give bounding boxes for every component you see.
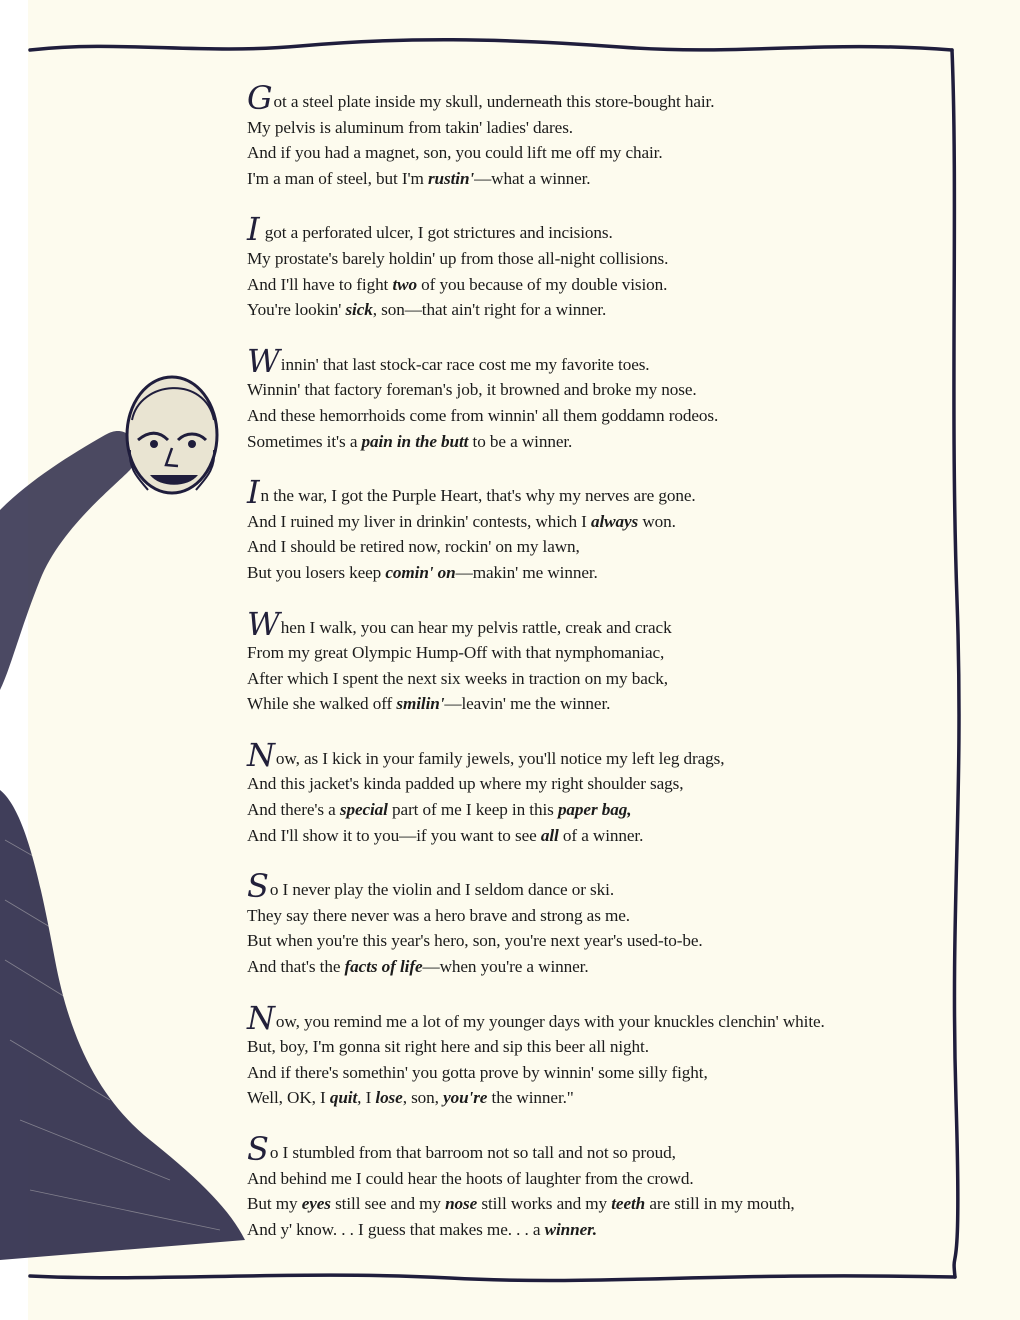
line-text: And I should be retired now, rockin' on my lawn,: [247, 537, 580, 557]
emphasized-text: paper bag,: [557, 800, 632, 820]
line-text: o I never play the violin and I seldom dance or ski.: [269, 880, 615, 900]
line-text: hen I walk, you can hear my pelvis rattle, creak and crack: [280, 617, 672, 637]
poem-line: [247, 691, 987, 717]
line-text: Sometimes it's a: [247, 431, 362, 451]
line-text: And these hemorrhoids come from winnin' all them goddamn rodeos.: [247, 405, 719, 425]
line-text: And there's a: [247, 800, 340, 820]
poem-line: [247, 928, 987, 954]
poem-line: [247, 1130, 987, 1168]
line-text: of you because of my double vision.: [416, 274, 668, 294]
poem-line: [247, 509, 987, 535]
line-text: And behind me I could hear the hoots of laughter from the crowd.: [247, 1168, 694, 1188]
line-text: ow, as I kick in your family jewels, you'll notice my left leg drags,: [275, 748, 725, 768]
poem-line: [247, 403, 987, 429]
line-text: —makin' me winner.: [455, 562, 598, 582]
emphasized-text: sick: [345, 300, 373, 320]
stanza: [247, 998, 987, 1111]
line-text: , son—that ain't right for a winner.: [372, 300, 607, 320]
line-text: And this jacket's kinda padded up where my right shoulder sags,: [247, 774, 684, 794]
line-text: to be a winner.: [468, 431, 573, 451]
line-text: But you losers keep: [247, 562, 386, 582]
poem-line: [247, 473, 987, 512]
stanza: [247, 210, 987, 322]
line-text: But when you're this year's hero, son, you're next year's used-to-be.: [247, 931, 703, 951]
poem-line: [247, 903, 987, 929]
stanza: [247, 604, 987, 717]
drop-cap: N: [247, 735, 275, 774]
line-text: And I'll show it to you—if you want to see: [247, 825, 541, 845]
line-text: ow, you remind me a lot of my younger days with your knuckles clenchin' white.: [275, 1011, 825, 1031]
emphasized-text: you're: [443, 1088, 488, 1108]
poem-line: [247, 246, 987, 272]
line-text: And if there's somethin' you gotta prove by winnin' some silly fight,: [247, 1062, 708, 1082]
poem-line: [247, 166, 987, 192]
line-text: —when you're a winner.: [422, 957, 589, 977]
line-text: , son,: [402, 1088, 444, 1108]
line-text: And that's the: [247, 957, 345, 977]
drop-cap: G: [247, 79, 273, 117]
poem-line: [247, 272, 987, 298]
poem-line: [247, 1060, 987, 1086]
poem-line: [247, 1034, 987, 1060]
line-text: You're lookin': [247, 300, 346, 320]
drop-cap: W: [247, 604, 280, 643]
line-text: of a winner.: [558, 825, 644, 845]
line-text: I'm a man of steel, but I'm: [247, 168, 428, 188]
poem-line: [247, 1166, 987, 1192]
poem-line: [247, 534, 987, 560]
poem-line: [247, 797, 987, 823]
line-text: From my great Olympic Hump-Off with that nymphomaniac,: [247, 643, 665, 663]
line-text: the winner.": [487, 1088, 574, 1108]
poem-line: [247, 140, 987, 166]
stanza: [247, 735, 987, 848]
line-text: But my: [247, 1194, 302, 1214]
emphasized-text: teeth: [611, 1194, 646, 1214]
line-text: part of me I keep in this: [387, 800, 558, 820]
emphasized-text: rustin': [427, 168, 475, 188]
line-text: still works and my: [477, 1194, 612, 1214]
poem-line: [247, 560, 987, 586]
bald-man-head-illustration: [0, 340, 260, 1260]
line-text: n the war, I got the Purple Heart, that's why my nerves are gone.: [260, 486, 696, 506]
poem-line: [247, 604, 987, 643]
line-text: ot a steel plate inside my skull, underneath this store-bought hair.: [273, 92, 715, 111]
line-text: And I'll have to fight: [247, 274, 393, 294]
drop-cap: S: [247, 1130, 269, 1168]
stanza: [247, 1130, 987, 1242]
poem-line: [247, 297, 987, 323]
line-text: But, boy, I'm gonna sit right here and sip this beer all night.: [247, 1037, 649, 1057]
emphasized-text: pain in the butt: [361, 431, 469, 451]
drop-cap: I: [247, 473, 260, 512]
emphasized-text: winner.: [544, 1219, 597, 1239]
emphasized-text: nose: [445, 1194, 478, 1214]
line-text: are still in my mouth,: [645, 1194, 795, 1214]
emphasized-text: special: [339, 800, 388, 820]
drop-cap: W: [247, 341, 280, 380]
drop-cap: I: [247, 210, 260, 249]
poem-line: [247, 1085, 987, 1111]
poem-line: [247, 1191, 987, 1217]
poem-line: [247, 210, 987, 249]
stanza: [247, 341, 987, 454]
poem-line: [247, 640, 987, 666]
line-text: After which I spent the next six weeks in traction on my back,: [247, 668, 668, 688]
poem-line: [247, 998, 987, 1037]
line-text: Well, OK, I: [247, 1088, 330, 1108]
line-text: Winnin' that factory foreman's job, it browned and broke my nose.: [247, 380, 697, 400]
emphasized-text: always: [590, 511, 639, 531]
poem-line: [247, 377, 987, 403]
emphasized-text: facts of life: [344, 957, 423, 977]
poem-line: [247, 79, 987, 117]
line-text: o I stumbled from that barroom not so tall and not so proud,: [269, 1143, 676, 1162]
emphasized-text: eyes: [301, 1194, 331, 1214]
poem-line: [247, 115, 987, 141]
line-text: still see and my: [330, 1194, 446, 1214]
line-text: They say there never was a hero brave and strong as me.: [247, 905, 630, 925]
stanza: [247, 79, 987, 191]
line-text: My prostate's barely holdin' up from those all-night collisions.: [247, 248, 669, 268]
line-text: And if you had a magnet, son, you could lift me off my chair.: [247, 143, 663, 163]
line-text: And y' know. . . I guess that makes me. . . a: [247, 1219, 545, 1239]
poem-line: [247, 341, 987, 380]
line-text: My pelvis is aluminum from takin' ladies' dares.: [247, 117, 573, 137]
poem-line: [247, 735, 987, 774]
poem-line: [247, 1217, 987, 1243]
poem-line: [247, 867, 987, 906]
poem-line: [247, 429, 987, 455]
emphasized-text: lose: [375, 1088, 403, 1108]
poem-line: [247, 666, 987, 692]
line-text: While she walked off: [247, 694, 397, 714]
emphasized-text: two: [392, 274, 417, 294]
line-text: And I ruined my liver in drinkin' contests, which I: [247, 511, 591, 531]
line-text: —leavin' me the winner.: [444, 694, 611, 714]
drop-cap: N: [247, 998, 275, 1037]
line-text: got a perforated ulcer, I got strictures and incisions.: [260, 223, 613, 243]
poem-line: [247, 954, 987, 980]
poem-text: [247, 79, 987, 1268]
stanza: [247, 473, 987, 585]
line-text: —what a winner.: [474, 168, 591, 188]
emphasized-text: quit: [329, 1088, 358, 1108]
emphasized-text: all: [540, 825, 559, 845]
line-text: , I: [357, 1088, 376, 1108]
poem-line: [247, 823, 987, 849]
line-text: won.: [638, 511, 676, 531]
poem-line: [247, 771, 987, 797]
emphasized-text: comin' on: [385, 562, 456, 582]
line-text: innin' that last stock-car race cost me my favorite toes.: [280, 354, 650, 374]
stanza: [247, 867, 987, 979]
drop-cap: S: [247, 867, 269, 906]
emphasized-text: smilin': [396, 694, 445, 714]
